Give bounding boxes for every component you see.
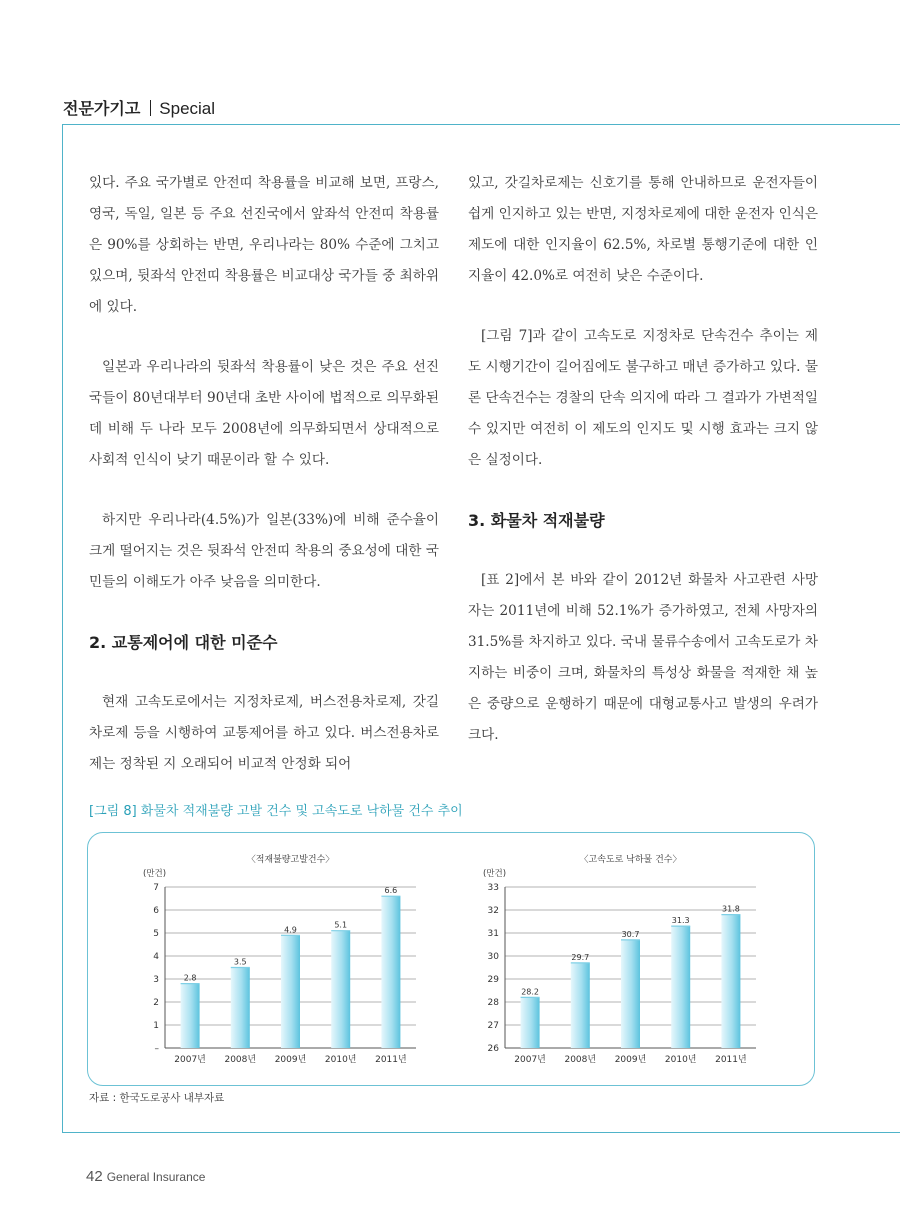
bar-charts xyxy=(88,833,816,1087)
data-label: 4.9 xyxy=(284,925,297,935)
chart-title: 〈고속도로 낙하물 건수〉 xyxy=(579,855,682,865)
y-tick-label: – xyxy=(154,1044,159,1054)
right-column xyxy=(468,168,818,751)
section-label: Special xyxy=(159,99,216,118)
data-label: 31.8 xyxy=(721,904,740,914)
y-tick-label: 7 xyxy=(153,883,159,893)
paragraph: 하지만 우리나라(4.5%)가 일본(33%)에 비해 준수율이 크게 떨어지는 것은 뒷좌석 안전띠 착용의 중요성에 대한 국민들의 이해도가 아주 낮음을 의미한다. xyxy=(89,512,439,590)
x-tick-label: 2009년 xyxy=(614,1055,647,1065)
paragraph: 있고, 갓길차로제는 신호기를 통해 안내하므로 운전자들이 쉽게 인지하고 있는 반면, 지정차로제에 대한 운전자 인식은 제도에 대한 인지율이 62.5%, 차로별 통행기준에 대한 인지율이 42.0%로 여전히 낮은 수준이다. xyxy=(468,175,818,284)
paragraph: 일본과 우리나라의 뒷좌석 착용률이 낮은 것은 주요 선진국들이 80년대부터 90년대 초반 사이에 법적으로 의무화된 데 비해 두 나라 모두 2008년에 의무화되면서 상대적으로 사회적 인식이 낮기 때문이라 할 수 있다. xyxy=(89,359,439,468)
x-tick-label: 2007년 xyxy=(174,1055,206,1065)
bar xyxy=(331,931,350,1048)
page-footer xyxy=(86,1168,205,1186)
data-label: 30.7 xyxy=(621,929,640,939)
y-tick-label: 32 xyxy=(487,906,499,916)
data-label: 3.5 xyxy=(233,957,247,967)
y-tick-label: 2 xyxy=(153,998,159,1008)
y-tick-label: 29 xyxy=(487,975,499,985)
bar xyxy=(181,984,200,1048)
data-label: 29.7 xyxy=(571,952,590,962)
bar xyxy=(521,997,540,1048)
paragraph: 현재 고속도로에서는 지정차로제, 버스전용차로제, 갓길차로제 등을 시행하여 교통제어를 하고 있다. 버스전용차로제는 정착된 지 오래되어 비교적 안정화 되어 xyxy=(89,694,439,772)
x-tick-label: 2008년 xyxy=(564,1055,597,1065)
paragraph: [그림 7]과 같이 고속도로 지정차로 단속건수 추이는 제도 시행기간이 길어짐에도 불구하고 매년 증가하고 있다. 물론 단속건수는 경찰의 단속 의지에 따라 그 결과가 가변적일 수 있지만 여전히 이 제도의 인지도 및 시행 효과는 크지 않은 실정이다. xyxy=(468,328,818,468)
data-label: 2.8 xyxy=(183,973,197,983)
x-tick-label: 2011년 xyxy=(375,1055,407,1065)
chart-title: 〈적재불량고발건수〉 xyxy=(246,855,335,865)
bar xyxy=(621,940,640,1048)
page-header xyxy=(63,96,215,119)
section-heading: 2. 교통제어에 대한 미준수 xyxy=(89,633,278,652)
x-tick-label: 2009년 xyxy=(274,1055,307,1065)
data-label: 6.6 xyxy=(384,886,398,896)
y-tick-label: 27 xyxy=(487,1021,499,1031)
chart-container xyxy=(87,832,815,1086)
y-axis-label: (만건) xyxy=(143,869,167,879)
x-tick-label: 2011년 xyxy=(715,1055,747,1065)
publication-name: General Insurance xyxy=(106,1170,206,1184)
bar xyxy=(671,926,690,1048)
data-label: 31.3 xyxy=(671,916,690,926)
source-note: 자료 : 한국도로공사 내부자료 xyxy=(89,1092,225,1104)
data-label: 5.1 xyxy=(334,920,348,930)
y-tick-label: 26 xyxy=(487,1044,499,1054)
bar xyxy=(281,935,300,1048)
bar xyxy=(231,968,250,1049)
x-tick-label: 2008년 xyxy=(224,1055,257,1065)
y-tick-label: 5 xyxy=(153,929,159,939)
y-tick-label: 6 xyxy=(153,906,159,916)
y-tick-label: 4 xyxy=(153,952,159,962)
left-column xyxy=(89,168,439,780)
y-tick-label: 28 xyxy=(487,998,499,1008)
y-axis-label: (만건) xyxy=(483,869,507,879)
y-tick-label: 1 xyxy=(153,1021,159,1031)
bar xyxy=(381,896,400,1048)
section-title: 전문가기고 xyxy=(63,99,141,118)
paragraph: 있다. 주요 국가별로 안전띠 착용률을 비교해 보면, 프랑스, 영국, 독일, 일본 등 주요 선진국에서 앞좌석 안전띠 착용률은 90%를 상회하는 반면, 우리나라는 80% 수준에 그치고 있으며, 뒷좌석 안전띠 착용률은 비교대상 국가들 중 최하위에 있다. xyxy=(89,175,439,315)
header-divider xyxy=(150,100,151,116)
figure-caption: [그림 8] 화물차 적재불량 고발 건수 및 고속도로 낙하물 건수 추이 xyxy=(89,804,463,819)
page-number: 42 xyxy=(86,1168,103,1185)
x-tick-label: 2010년 xyxy=(324,1055,357,1065)
y-tick-label: 3 xyxy=(153,975,159,985)
y-tick-label: 31 xyxy=(487,929,499,939)
paragraph: [표 2]에서 본 바와 같이 2012년 화물차 사고관련 사망자는 2011년에 비해 52.1%가 증가하였고, 전체 사망자의 31.5%를 차지하고 있다. 국내 물류수송에서 고속도로가 차지하는 비중이 크며, 화물차의 특성상 화물을 적재한 채 높은 중량으로 운행하기 때문에 대형교통사고 발생의 우려가 크다. xyxy=(468,572,818,743)
section-heading: 3. 화물차 적재불량 xyxy=(468,511,605,530)
y-tick-label: 30 xyxy=(487,952,499,962)
bar xyxy=(721,915,740,1048)
x-tick-label: 2007년 xyxy=(514,1055,546,1065)
y-tick-label: 33 xyxy=(487,883,499,893)
x-tick-label: 2010년 xyxy=(664,1055,697,1065)
bar xyxy=(571,963,590,1048)
data-label: 28.2 xyxy=(521,987,540,997)
